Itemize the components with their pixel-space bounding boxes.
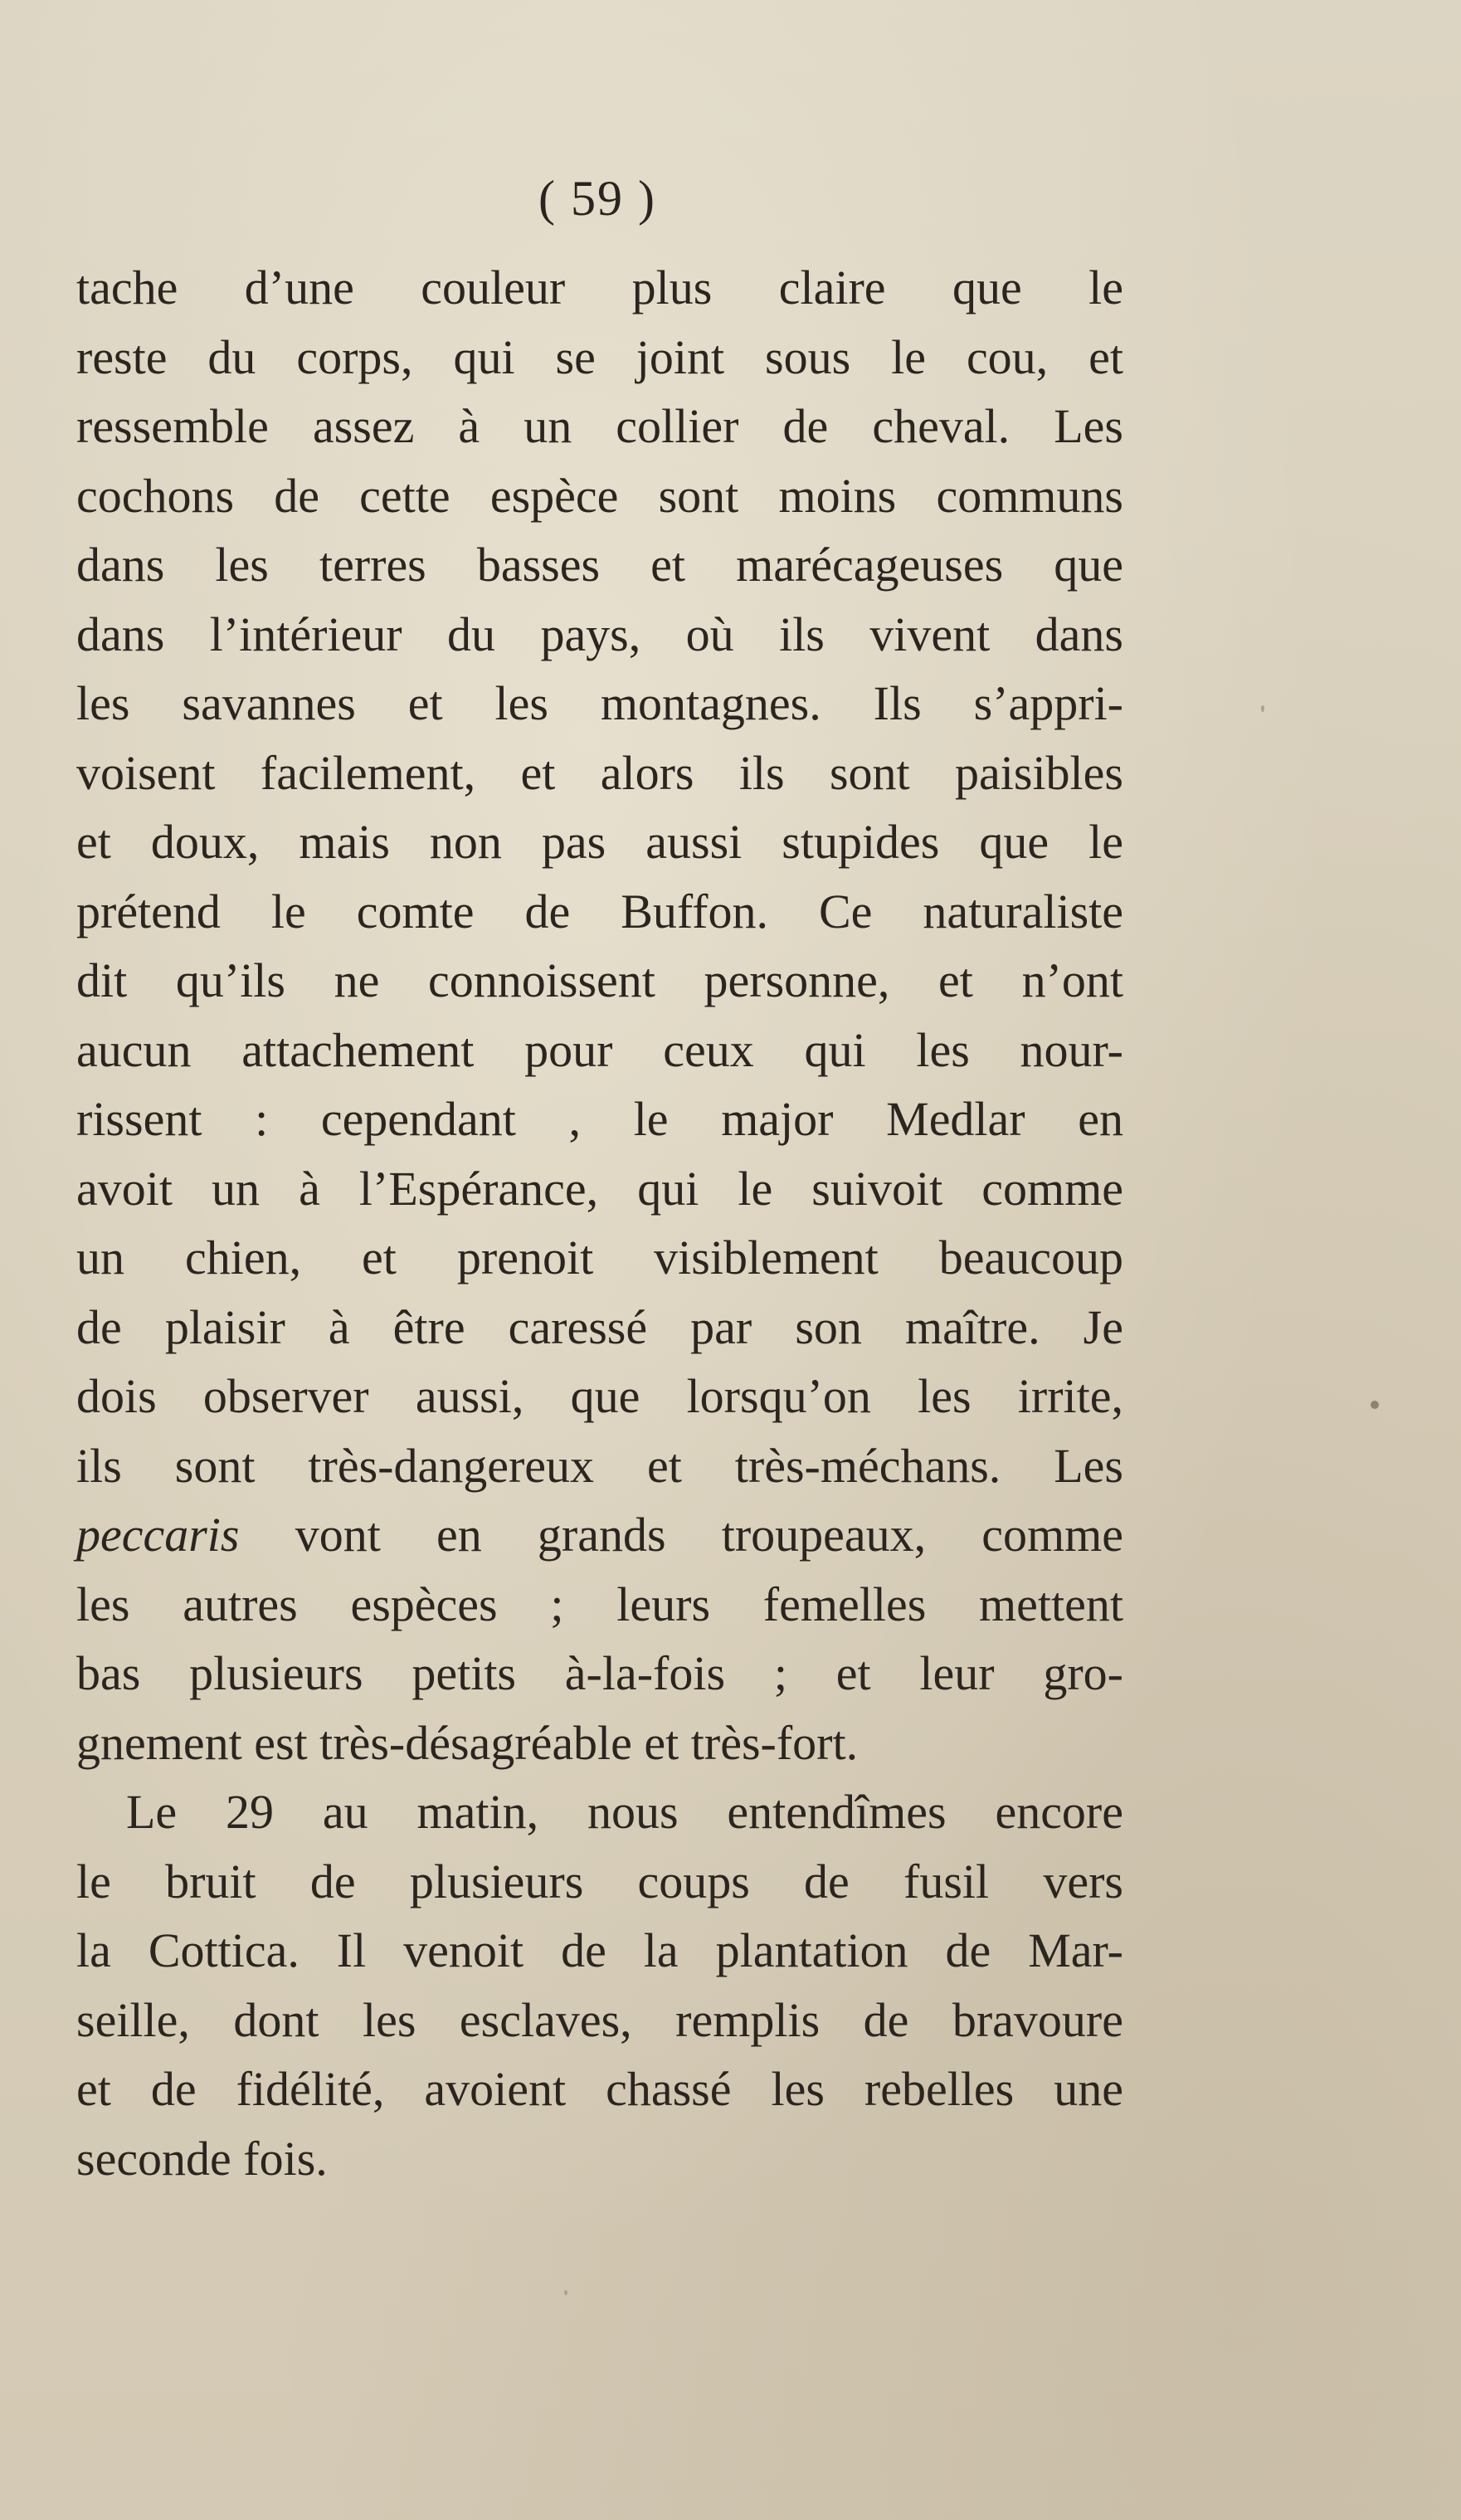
text-line: de plaisir à être caressé par son maître. Je [76,1299,1123,1354]
text-line: rissent : cependant , le major Medlar en [76,1092,1123,1146]
text-line: les autres espèces ; leurs femelles mettent [76,1577,1123,1631]
text-line: aucun attachement pour ceux qui les nour- [76,1022,1123,1077]
text-line: le bruit de plusieurs coups de fusil vers [76,1854,1123,1908]
text-line: voisent facilement, et alors ils sont paisibles [76,745,1123,800]
text-line: reste du corps, qui se joint sous le cou, et [76,329,1123,384]
text-line: avoit un à l’Espérance, qui le suivoit comme [76,1161,1123,1216]
text-line: la Cottica. Il venoit de la plantation de Mar- [76,1923,1123,1977]
text-line-rest: vont en grands troupeaux, comme [295,1508,1124,1562]
text-line: tache d’une couleur plus claire que le [76,261,1123,314]
text-line: bas plusieurs petits à-la-fois ; et leur gro- [76,1646,1123,1700]
text-line: et de fidélité, avoient chassé les rebelles une [76,2062,1123,2116]
text-line-italic [76,1500,1123,1570]
text-line: prétend le comte de Buffon. Ce naturaliste [76,884,1123,938]
text-line: cochons de cette espèce sont moins communs [76,468,1123,523]
page-number: ( 59 ) [538,171,656,226]
body-text [76,253,1123,2193]
text-line: dans l’intérieur du pays, où ils vivent dans [76,607,1123,661]
text-line: un chien, et prenoit visiblement beaucoup [76,1231,1123,1284]
text-line: ressemble assez à un collier de cheval. Les [76,399,1123,453]
foxing-spot [564,2290,567,2295]
paragraph-1 [76,253,1123,1777]
text-line: seconde fois. [76,2131,328,2186]
text-line: dit qu’ils ne connoissent personne, et n’ont [76,953,1123,1007]
text-line: Le 29 au matin, nous entendîmes encore [126,1785,1123,1839]
text-line: ils sont très-dangereux et très-méchans. Les [76,1438,1123,1493]
text-line: les savannes et les montagnes. Ils s’appri- [76,676,1123,730]
foxing-spot [1261,705,1264,712]
text-line: seille, dont les esclaves, remplis de bravoure [76,1992,1123,2047]
italic-term: peccaris [76,1508,240,1562]
text-line: dans les terres basses et marécageuses que [76,538,1123,592]
paragraph-2 [76,1777,1123,2193]
text-line: gnement est très-désagréable et très-fort. [76,1715,859,1770]
foxing-spot [1371,1401,1379,1409]
text-line: dois observer aussi, que lorsqu’on les irrite, [76,1369,1123,1423]
text-line: et doux, mais non pas aussi stupides que le [76,815,1123,869]
